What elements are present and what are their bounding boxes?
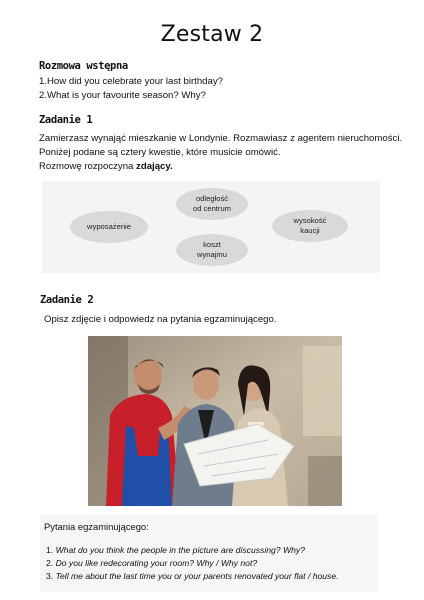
task2-instruction: Opisz zdjęcie i odpowiedz na pytania egzaminującego. <box>44 314 277 325</box>
task1-start-line <box>39 161 173 172</box>
topic-rent-cost: koszt wynajmu <box>176 234 248 266</box>
question-1: 1. What do you think the people in the picture are discussing? Why? <box>46 545 305 555</box>
task1-line-2: Poniżej podane są cztery kwestie, które musicie omówić. <box>39 147 281 158</box>
question-3: 3. Tell me about the last time you or your parents renovated your flat / house. <box>46 571 339 581</box>
task2-heading: Zadanie 2 <box>40 294 94 306</box>
intro-heading: Rozmowa wstępna <box>39 60 128 72</box>
questions-heading: Pytania egzaminującego: <box>44 521 149 532</box>
page-title: Zestaw 2 <box>160 22 264 47</box>
task1-line-1: Zamierzasz wynająć mieszkanie w Londynie. Rozmawiasz z agentem nieruchomości. <box>39 133 403 144</box>
topic-distance: odległość od centrum <box>176 188 248 220</box>
task1-heading: Zadanie 1 <box>39 114 93 126</box>
task1-start-prefix: Rozmowę rozpoczyna <box>39 161 137 172</box>
photo-three-people-with-blueprint <box>88 336 342 506</box>
topic-furnishing: wyposażenie <box>70 211 148 243</box>
examiner-questions-panel <box>40 514 378 592</box>
intro-question-1: 1.How did you celebrate your last birthday? <box>39 76 223 87</box>
topic-deposit: wysokość kaucji <box>272 210 348 242</box>
intro-question-2: 2.What is your favourite season? Why? <box>39 90 206 101</box>
question-2: 2. Do you like redecorating your room? Why / Why not? <box>46 558 258 568</box>
task1-start-bold: zdający. <box>136 161 173 172</box>
